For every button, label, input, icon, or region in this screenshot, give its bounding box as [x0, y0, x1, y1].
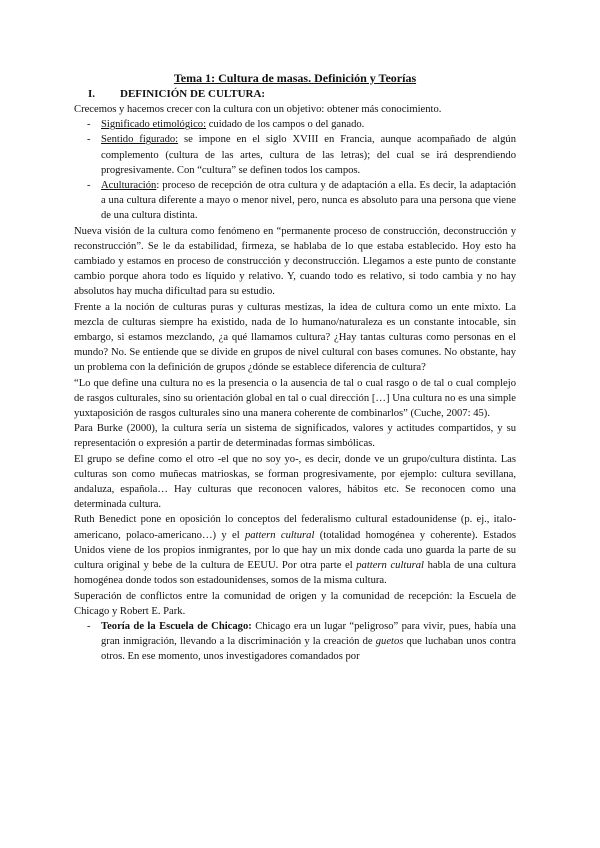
list-item: [101, 117, 516, 132]
quote-paragraph: “Lo que define una cultura no es la presencia o la ausencia de tal o cual rasgo o de tal o cual complejo de rasgos culturales, sino su orientación global en tal o cual dirección […] Una cultura no es una simple yuxtaposición de rasgos culturales sino una manera coherente de combinarlos” (Cuche, 2007: 45).: [74, 377, 516, 420]
list-item: [101, 132, 516, 178]
text-run: Ruth Benedict pone en oposición lo conceptos del federalismo cultural estadounidense (p. ej., italo-americano, polaco-americano…) y el: [74, 514, 516, 541]
benedict-paragraph: [74, 512, 516, 588]
body-paragraph: Para Burke (2000), la cultura sería un sistema de significados, valores y actitudes compartidos, y su representación o expresión a partir de determinadas formas simbólicas.: [74, 423, 516, 450]
text-run: (totalidad homogénea y coherente). Estados Unidos viene de los propios inmigrantes, por lo que hay un mix donde cada uno guarda la parte de su cultura original y bebe de la cultura de EEUU. Por otra parte el: [74, 529, 516, 572]
intro-paragraph: Crecemos y hacemos crecer con la cultura con un objetivo: obtener más conocimiento.: [74, 104, 442, 115]
bullet-text: se impone en el siglo XVIII en Francia, aunque acompañado de algún complemento (cultura de las artes, cultura de las letras); del cual se irá desprendiendo progresivamente. Con “cultura” se definen todos los campos.: [101, 134, 516, 176]
body-paragraph: Superación de conflictos entre la comunidad de origen y la comunidad de recepción: la Escuela de Chicago y Robert E. Park.: [74, 590, 516, 617]
text-run: que luchaban unos contra otros. En ese momento, unos investigadores comandados por: [101, 636, 517, 663]
bullet-term: Aculturación: [101, 180, 157, 192]
definition-list: [74, 117, 516, 223]
section-title: DEFINICIÓN DE CULTURA:: [120, 88, 266, 100]
bullet-text: cuidado de los campos o del ganado.: [206, 119, 365, 131]
body-paragraph: Frente a la noción de culturas puras y culturas mestizas, la idea de cultura como un ente mixto. La mezcla de culturas siempre ha existido, nada de lo humano/naturaleza es un constante intocable, sin embargo, si estamos mezclando, ¿a qué llamamos cultura? ¿Hay tantas culturas como personas en el mundo? No. Se entiende que se divide en grupos de nivel cultural con bases comunes. No obstante, hay un problema con la definición de grupos ¿dónde se establece diferencia de cultura?: [74, 301, 516, 374]
text-run: habla de una cultura homogénea donde todos son estadounidenses, somos de la misma cultura.: [74, 560, 516, 587]
page-title: Tema 1: Cultura de masas. Definición y Teorías: [173, 71, 417, 85]
bold-term: Teoría de la Escuela de Chicago:: [101, 620, 252, 632]
section-number: I.: [88, 88, 96, 100]
italic-term: guetos: [375, 636, 404, 648]
chicago-list: [74, 619, 516, 665]
bullet-text: : proceso de recepción de otra cultura y de adaptación a ella. Es decir, la adaptación a una cultura diferente a mayo o menor nivel, pero, nunca es absoluto para una persona que viene de una cultura distinta.: [101, 180, 516, 222]
bullet-term: Significado etimológico:: [101, 119, 207, 131]
body-paragraph: Nueva visión de la cultura como fenómeno en “permanente proceso de construcción, deconstrucción y reconstrucción”. Se le da estabilidad, firmeza, se hablaba de lo que estaba establecido. Hoy esto ha cambiado y estamos en proceso de construcción y deconstrucción. Llegamos a este punto de constante cambio porque ahora todo es líquido y relativo. Y, cuando todo es relativo, si todo cambia y no hay absolutos hay mucha dificultad para su estudio.: [74, 225, 516, 298]
bullet-term: Sentido figurado:: [101, 134, 179, 146]
list-item: [101, 178, 516, 224]
body-paragraph: El grupo se define como el otro -el que no soy yo-, es decir, donde ve un grupo/cultura distinta. Las culturas son como muñecas matrioskas, se forman progresivamente, por ejemplo: cultura sevillana, andaluza, española… Hay culturas que reconocen valores, hábitos etc. Se reconocen como una determinada cultura.: [74, 453, 516, 511]
list-item: [101, 619, 516, 665]
italic-term: pattern cultural: [244, 529, 315, 541]
text-run: Chicago era un lugar “peligroso” para vivir, pues, había una gran inmigración, llevando a la discriminación y la creación de: [101, 620, 516, 648]
italic-term: pattern cultural: [356, 560, 424, 572]
section-heading: [74, 87, 516, 102]
